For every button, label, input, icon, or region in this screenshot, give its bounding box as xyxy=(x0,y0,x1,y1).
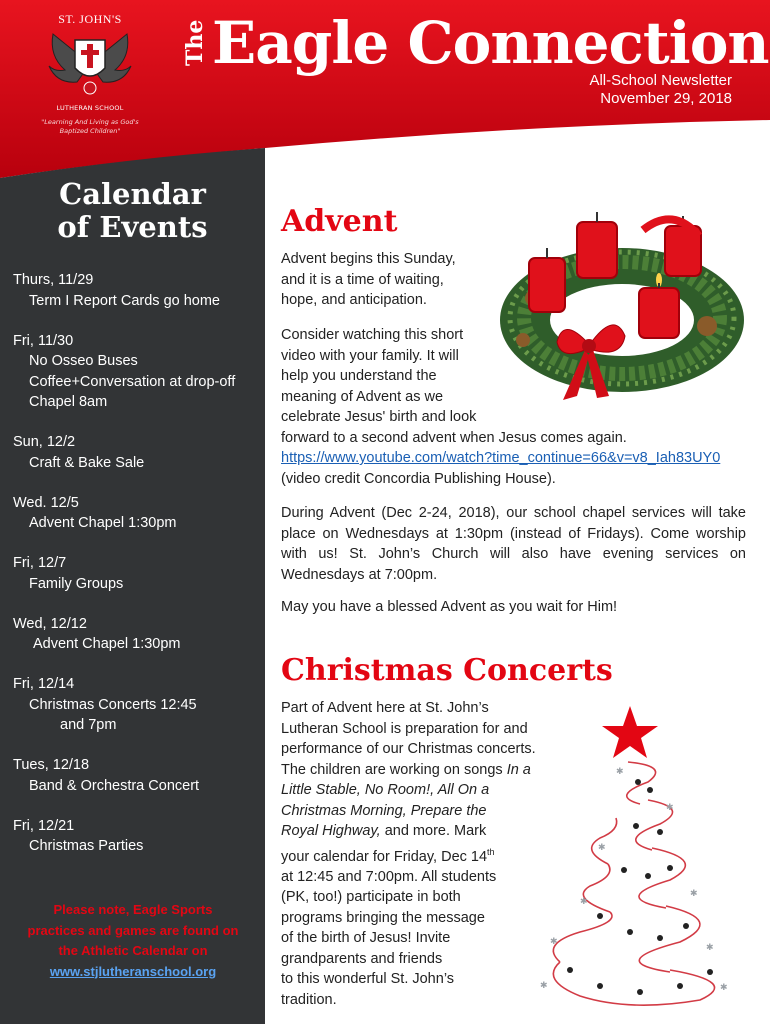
advent-video-paragraph xyxy=(281,325,746,489)
newsletter-label: All-School Newsletter xyxy=(589,72,732,89)
advent-video-line: Consider watching this short xyxy=(281,327,464,343)
svg-text:✱: ✱ xyxy=(690,889,698,899)
advent-video-credit: (video credit Concordia Publishing House). xyxy=(281,470,556,487)
concerts-line: (PK, too!) participate in both xyxy=(281,889,461,906)
event-item xyxy=(13,674,263,736)
event-date: Thurs, 11/29 xyxy=(13,272,94,288)
newsletter-title: Eagle Connection xyxy=(212,9,769,77)
concerts-paragraph xyxy=(281,698,581,1010)
event-detail: No Osseo Buses xyxy=(29,353,138,369)
concerts-line: of the birth of Jesus! Invite xyxy=(281,930,451,947)
concerts-text: your calendar for Friday, Dec 14 xyxy=(281,848,488,865)
concerts-line: to this wonderful St. John’s xyxy=(281,971,455,988)
svg-text:✱: ✱ xyxy=(616,767,624,777)
svg-text:✱: ✱ xyxy=(598,843,606,853)
newsletter-date: November 29, 2018 xyxy=(600,90,732,107)
school-logo xyxy=(40,12,140,147)
event-detail: Band & Orchestra Concert xyxy=(29,777,200,794)
athletics-note-line: practices and games are found on xyxy=(27,922,239,938)
title-the xyxy=(182,14,208,78)
concerts-line: programs bringing the message xyxy=(281,909,485,926)
event-date: Tues, 12/18 xyxy=(13,757,90,773)
calendar-title-line2: of Events xyxy=(57,210,208,244)
concerts-line: tradition. xyxy=(281,991,337,1008)
song-title: In a xyxy=(506,761,531,778)
event-detail: and 7pm xyxy=(60,717,117,733)
concerts-text: and more. Mark xyxy=(380,823,487,839)
calendar-title-line1: Calendar xyxy=(59,177,206,211)
svg-text:✱: ✱ xyxy=(666,803,674,813)
advent-heading: Advent xyxy=(281,204,398,239)
concerts-line xyxy=(281,760,581,781)
event-item xyxy=(13,432,263,473)
svg-text:✱: ✱ xyxy=(580,897,588,907)
concerts-line: grandparents and friends xyxy=(281,950,443,967)
athletics-note-line: Please note, Eagle Sports xyxy=(53,902,213,917)
advent-video-link[interactable]: https://www.youtube.com/watch?time_continue=66&v=v8_Iah83UY0 xyxy=(281,450,721,466)
title-the-text: The xyxy=(182,19,208,66)
event-detail: Coffee+Conversation at drop-off xyxy=(29,373,236,390)
event-detail: Advent Chapel 1:30pm xyxy=(33,636,181,652)
song-title: Royal Highway, xyxy=(281,823,381,839)
event-date: Wed. 12/5 xyxy=(13,494,79,511)
svg-text:✱: ✱ xyxy=(720,983,728,993)
event-item xyxy=(13,493,263,534)
event-detail: Christmas Parties xyxy=(29,838,144,854)
event-item xyxy=(13,331,263,413)
advent-video-line: help you understand the xyxy=(281,368,437,384)
concerts-line: performance of our Christmas concerts. xyxy=(281,741,536,757)
event-item xyxy=(13,755,263,796)
song-title: Little Stable, No Room!, All On a xyxy=(281,782,490,798)
advent-intro-line: hope, and anticipation. xyxy=(281,292,427,308)
concerts-line: Lutheran School is preparation for and xyxy=(281,720,528,737)
concerts-line xyxy=(281,801,581,822)
svg-text:✱: ✱ xyxy=(706,943,714,953)
advent-video-line: video with your family. It will xyxy=(281,347,459,364)
concerts-line xyxy=(281,821,581,842)
concerts-text: The children are working on songs xyxy=(281,761,507,778)
event-date: Fri, 12/21 xyxy=(13,817,75,834)
song-title: Christmas Morning, Prepare the xyxy=(281,802,487,819)
eagle-cross-icon xyxy=(45,26,135,98)
event-detail: Christmas Concerts 12:45 xyxy=(29,696,197,713)
date-ordinal: th xyxy=(487,846,495,857)
event-detail: Craft & Bake Sale xyxy=(29,454,145,471)
advent-blessing: May you have a blessed Advent as you wait for Him! xyxy=(281,599,618,615)
athletics-note xyxy=(8,900,258,982)
event-item xyxy=(13,816,263,857)
event-detail: Term I Report Cards go home xyxy=(29,292,220,309)
event-date: Fri, 12/14 xyxy=(13,676,75,692)
svg-text:✱: ✱ xyxy=(550,937,558,947)
advent-intro xyxy=(281,249,486,311)
event-detail: Family Groups xyxy=(29,575,124,592)
advent-chapel-paragraph: During Advent (Dec 2-24, 2018), our school chapel services will take place on Wednesdays at 1:30pm (instead of Fridays). Come worship with us! St. John’s Church will also have evening services on Wednesdays at 7:00pm. xyxy=(281,505,746,583)
event-date: Fri, 12/7 xyxy=(13,555,67,571)
advent-intro-line: Advent begins this Sunday, xyxy=(281,251,456,267)
event-detail: Advent Chapel 1:30pm xyxy=(29,515,177,531)
athletics-note-line: the Athletic Calendar on xyxy=(58,943,208,958)
advent-video-line: celebrate Jesus' birth and look xyxy=(281,409,477,425)
advent-intro-line: and it is a time of waiting, xyxy=(281,271,444,288)
advent-video-line: forward to a second advent when Jesus comes again. xyxy=(281,429,627,446)
svg-text:✱: ✱ xyxy=(540,981,548,991)
event-date: Wed, 12/12 xyxy=(13,615,87,632)
event-item xyxy=(13,553,263,594)
event-date: Sun, 12/2 xyxy=(13,434,76,450)
advent-video-line: meaning of Advent as we xyxy=(281,388,444,405)
concerts-line: Part of Advent here at St. John’s xyxy=(281,700,489,716)
concerts-line: at 12:45 and 7:00pm. All students xyxy=(281,868,497,885)
newsletter-subtitle xyxy=(589,72,732,108)
event-detail: Chapel 8am xyxy=(29,394,108,410)
event-list xyxy=(13,270,263,876)
event-date: Fri, 11/30 xyxy=(13,332,74,349)
event-item xyxy=(13,270,263,311)
logo-school-subtitle: LUTHERAN SCHOOL xyxy=(56,104,124,112)
event-item xyxy=(13,614,263,655)
concerts-heading: Christmas Concerts xyxy=(281,653,613,688)
calendar-title xyxy=(0,178,265,244)
logo-school-name: ST. JOHN'S xyxy=(58,12,122,26)
concerts-line xyxy=(281,842,581,867)
school-website-link[interactable]: www.stjlutheranschool.org xyxy=(49,963,217,979)
concerts-line xyxy=(281,780,581,801)
logo-motto: "Learning And Living as God's Baptized Children" xyxy=(41,118,139,135)
advent-video-credit-line xyxy=(281,448,746,489)
